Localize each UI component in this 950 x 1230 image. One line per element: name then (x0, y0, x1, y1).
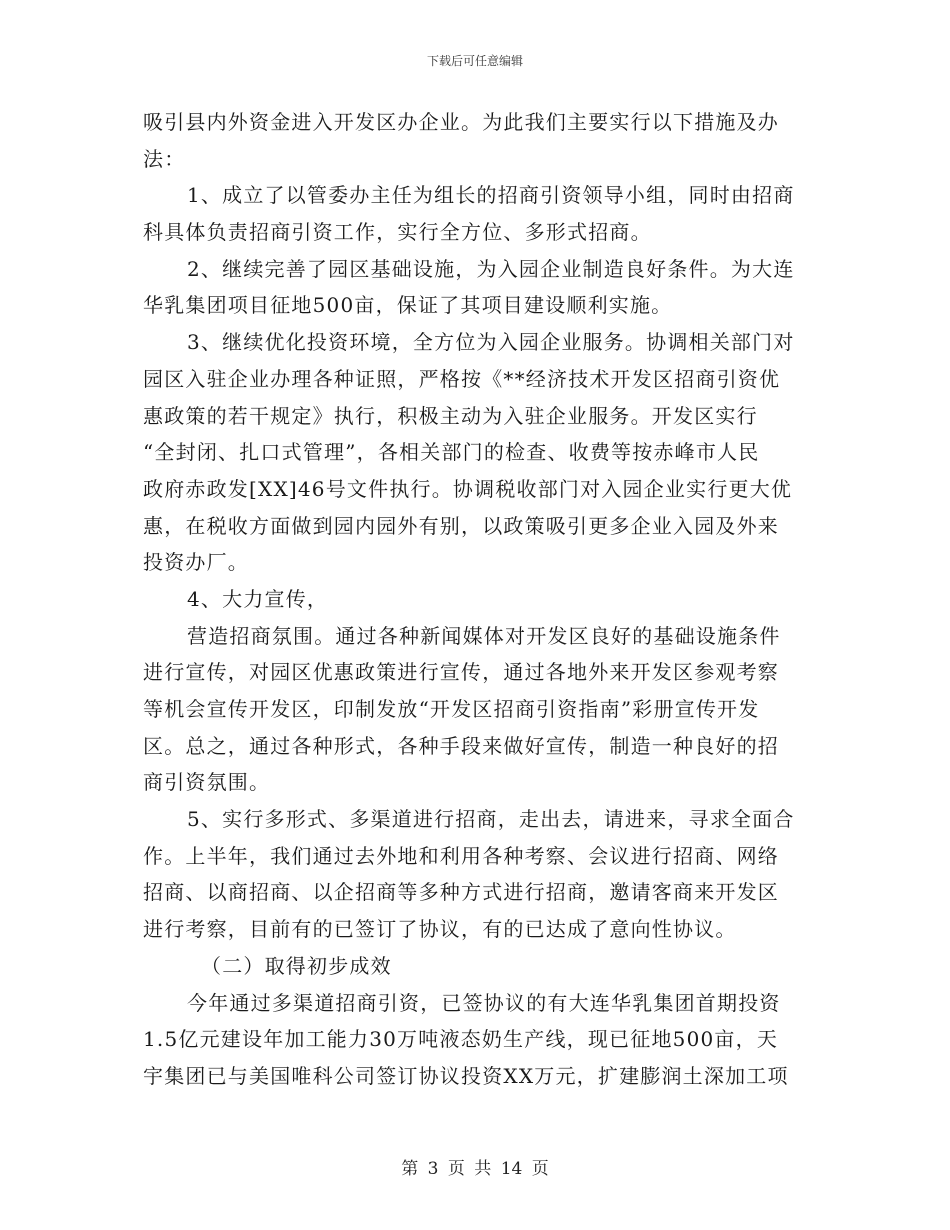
text-line: 投资办厂。 (143, 550, 249, 575)
text-line: 园区入驻企业办理各种证照，严格按《**经济技术开发区招商引资优 (143, 366, 781, 391)
text-line: 惠政策的若干规定》执行，积极主动为入驻企业服务。开发区实行 (143, 403, 758, 428)
text-line: 1、成立了以管委办主任为组长的招商引资领导小组，同时由招商 (187, 183, 795, 208)
text-line: 作。上半年，我们通过去外地和利用各种考察、会议进行招商、网络 (143, 843, 779, 868)
text-line: 商引资氛围。 (143, 770, 271, 795)
text-line: 华乳集团项目征地500亩，保证了其项目建设顺利实施。 (143, 293, 673, 318)
text-line: 今年通过多渠道招商引资，已签协议的有大连华乳集团首期投资 (187, 990, 781, 1015)
text-line: 营造招商氛围。通过各种新闻媒体对开发区良好的基础设施条件 (187, 623, 781, 648)
text-line: 招商、以商招商、以企招商等多种方式进行招商，邀请客商来开发区 (143, 880, 779, 905)
text-line: 1.5亿元建设年加工能力30万吨液态奶生产线，现已征地500亩，天 (143, 1027, 779, 1052)
text-line: 宇集团已与美国唯科公司签订协议投资XX万元，扩建膨润土深加工项 (143, 1063, 789, 1088)
text-line: 政府赤政发[XX]46号文件执行。协调税收部门对入园企业实行更大优 (143, 476, 793, 501)
text-line: 惠，在税收方面做到园内园外有别，以政策吸引更多企业入园及外来 (143, 513, 779, 538)
text-line: 3、继续优化投资环境，全方位为入园企业服务。协调相关部门对 (187, 330, 795, 355)
text-line: 5、实行多形式、多渠道进行招商，走出去，请进来，寻求全面合 (187, 807, 795, 832)
text-line: 进行宣传，对园区优惠政策进行宣传，通过各地外来开发区参观考察 (143, 660, 779, 685)
text-line: 法： (143, 146, 186, 171)
text-line: 进行考察，目前有的已签订了协议，有的已达成了意向性协议。 (143, 917, 737, 942)
text-line: “全封闭、扎口式管理”，各相关部门的检查、收费等按赤峰市人民 (143, 440, 760, 465)
text-line: 等机会宣传开发区，印制发放“开发区招商引资指南”彩册宣传开发 (143, 697, 760, 721)
text-line: 2、继续完善了园区基础设施，为入园企业制造良好条件。为大连 (187, 256, 795, 281)
page-header: 下载后可任意编辑 (426, 54, 523, 68)
section-heading: （二）取得初步成效 (201, 953, 392, 978)
document-body (143, 104, 808, 1095)
text-line: 4、大力宣传， (187, 586, 329, 611)
page-number: 第 3 页 共 14 页 (401, 1159, 549, 1179)
text-line: 科具体负责招商引资工作，实行全方位、多形式招商。 (143, 220, 652, 245)
text-line: 区。总之，通过各种形式，各种手段来做好宣传，制造一种良好的招 (143, 733, 779, 758)
text-line: 吸引县内外资金进入开发区办企业。为此我们主要实行以下措施及办 (143, 110, 779, 134)
